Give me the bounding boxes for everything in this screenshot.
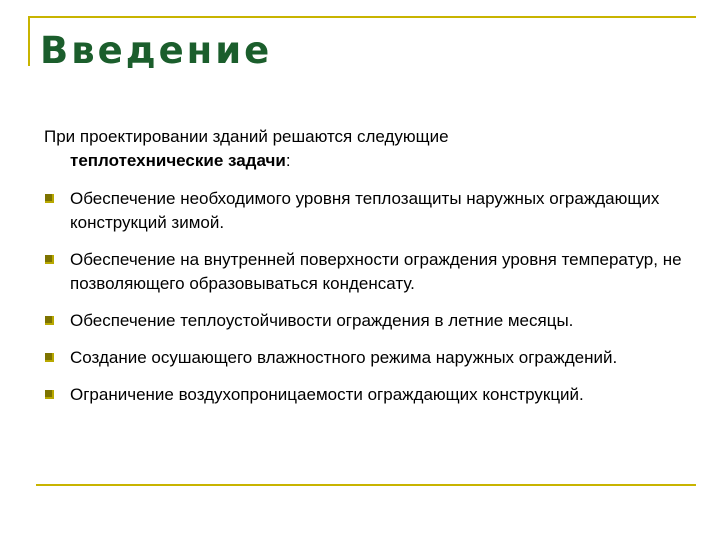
square-bullet-icon [45, 353, 54, 362]
square-bullet-icon [45, 316, 54, 325]
square-bullet-icon [45, 194, 54, 203]
slide-body [44, 125, 694, 420]
bullet-text: Обеспечение необходимого уровня теплозащиты наружных ограждающих конструкций зимой. [70, 189, 660, 232]
bullet-list [44, 187, 694, 407]
bullet-item [44, 346, 694, 370]
bullet-text: Обеспечение на внутренней поверхности ограждения уровня температур, не позволяющего образовываться конденсату. [70, 250, 682, 293]
bullet-text: Ограничение воздухопроницаемости ограждающих конструкций. [70, 385, 584, 404]
intro-tail: : [285, 151, 291, 170]
intro-bold-text: теплотехнические задачи [70, 151, 286, 170]
intro-paragraph [44, 125, 694, 173]
left-rule [28, 16, 30, 66]
bullet-text: Обеспечение теплоустойчивости ограждения в летние месяцы. [70, 311, 574, 330]
bullet-text: Создание осушающего влажностного режима наружных ограждений. [70, 348, 618, 367]
bullet-item [44, 383, 694, 407]
bullet-item [44, 309, 694, 333]
slide-title: Введение [40, 29, 273, 72]
intro-text: При проектировании зданий решаются следующие [44, 127, 449, 146]
bullet-item [44, 187, 694, 235]
bottom-rule [36, 484, 696, 486]
top-rule [28, 16, 696, 18]
bullet-item [44, 248, 694, 296]
square-bullet-icon [45, 255, 54, 264]
square-bullet-icon [45, 390, 54, 399]
